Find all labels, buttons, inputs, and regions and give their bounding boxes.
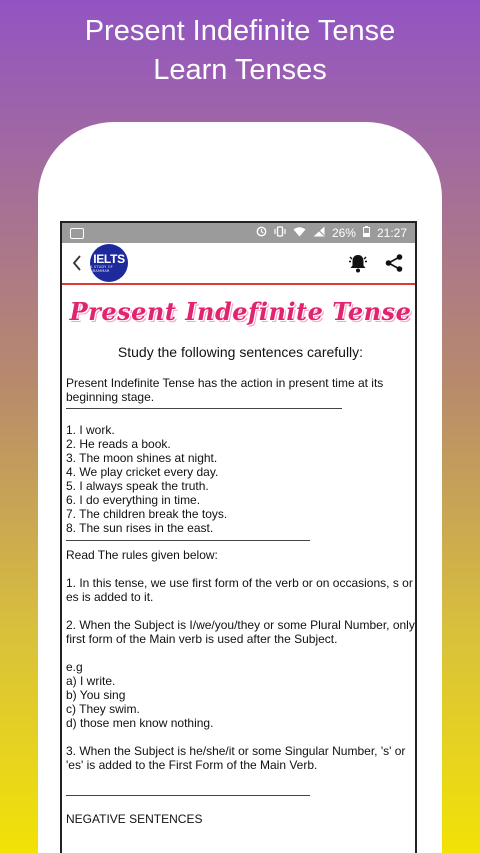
example-list: [66, 423, 415, 535]
list-item: 3. The moon shines at night.: [66, 451, 218, 465]
notifications-button[interactable]: [343, 248, 373, 278]
lesson-title: Present Indefinite Tense: [69, 297, 412, 326]
lesson-content: [62, 295, 415, 826]
rule-2: 2. When the Subject is I/we/you/they or some Plural Number, only first form of the Main verb is used after the Subject.: [66, 618, 415, 646]
negative-heading: NEGATIVE SENTENCES: [66, 812, 203, 826]
promo-title-line1: Present Indefinite Tense: [84, 15, 396, 47]
rules-intro: Read The rules given below:: [66, 548, 218, 562]
wifi-icon: [293, 226, 306, 240]
list-item: 8. The sun rises in the east.: [66, 521, 214, 535]
list-item: 5. I always speak the truth.: [66, 479, 209, 493]
divider: [66, 408, 342, 409]
divider: [66, 540, 310, 541]
app-bar: [62, 243, 415, 285]
chevron-left-icon: [72, 255, 82, 271]
list-item: c) They swim.: [66, 702, 140, 716]
list-item: 4. We play cricket every day.: [66, 465, 219, 479]
eg-list: [66, 660, 415, 730]
list-item: 6. I do everything in time.: [66, 493, 201, 507]
list-item: d) those men know nothing.: [66, 716, 214, 730]
list-item: a) I write.: [66, 674, 116, 688]
signal-icon: [313, 226, 325, 240]
divider: [66, 795, 310, 796]
promo-title: [0, 12, 480, 90]
lesson-subheading: Study the following sentences carefully:: [117, 344, 364, 360]
sync-icon: [256, 226, 267, 240]
image-notification-icon: [70, 228, 84, 239]
rule-3: 3. When the Subject is he/she/it or some Singular Number, 's' or 'es' is added to the First Form of the Main Verb.: [66, 744, 406, 772]
eg-label: e.g: [66, 660, 83, 674]
battery-icon: [363, 226, 370, 240]
rule-1: 1. In this tense, we use first form of the verb or on occasions, s or es is added to it.: [66, 576, 413, 604]
battery-level: 26%: [331, 226, 356, 240]
share-icon: [384, 253, 404, 273]
back-button[interactable]: [68, 251, 86, 275]
bell-icon: [347, 252, 369, 274]
ielts-logo: [90, 244, 128, 282]
intro-text: Present Indefinite Tense has the action in present time at its beginning stage.: [66, 376, 384, 404]
clock-time: 21:27: [376, 226, 407, 240]
list-item: 1. I work.: [66, 423, 115, 437]
logo-subtext: A STUDY OF GRAMMAR: [90, 265, 113, 273]
logo-text: IELTS: [93, 252, 125, 266]
list-item: 2. He reads a book.: [66, 437, 171, 451]
phone-screen: [60, 221, 417, 853]
vibrate-icon: [274, 226, 286, 240]
promo-title-line2: Learn Tenses: [153, 54, 327, 86]
share-button[interactable]: [379, 248, 409, 278]
list-item: 7. The children break the toys.: [66, 507, 228, 521]
list-item: b) You sing: [66, 688, 126, 702]
status-bar: [62, 223, 415, 243]
